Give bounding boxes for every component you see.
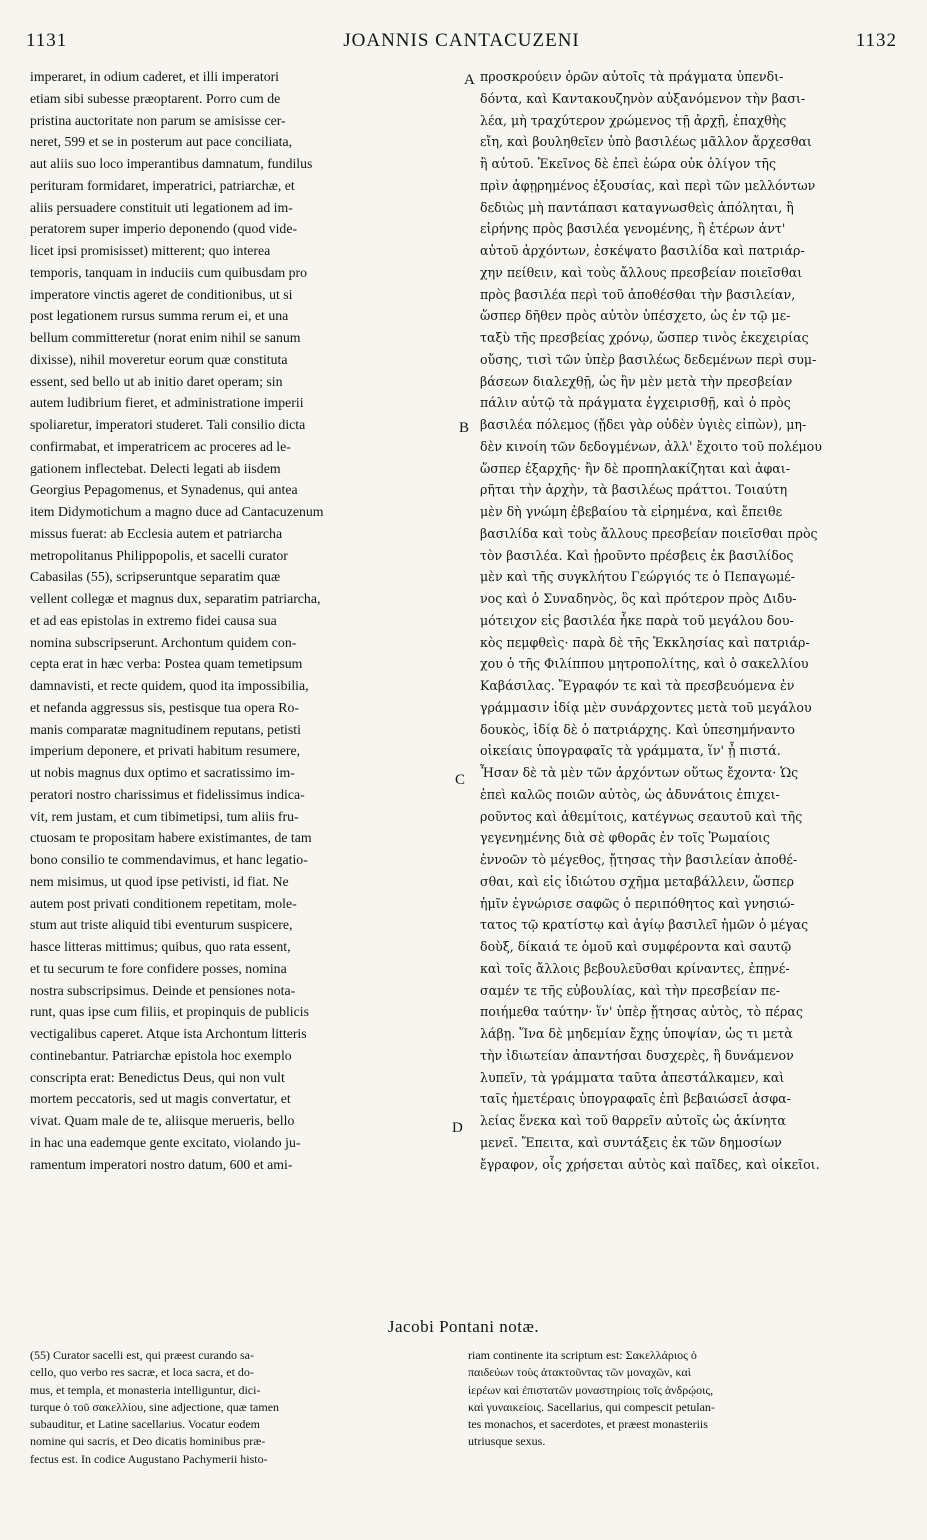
note-line: utriusque sexus. xyxy=(468,1434,546,1449)
greek-text-line: χου ὁ τῆς Φιλίππου μητροπολίτης, καὶ ὁ σακελλίου xyxy=(480,656,809,672)
greek-text-line: χην πείθειν, καὶ τοὺς ἄλλους πρεσβείαν ποιεῖσθαι xyxy=(480,264,803,280)
greek-text-line: ὥσπερ δῆθεν πρὸς αὐτὸν ὑπέσχετο, ὡς ἐν τῷ με- xyxy=(480,308,791,324)
latin-text-line: vivat. Quam male de te, aliisque merueris, bello xyxy=(30,1113,295,1128)
greek-text-line: σαμέν τε τῆς εὐβουλίας, καὶ τὴν πρεσβείαν πε- xyxy=(480,982,780,998)
greek-text-line: γεγενημένης διὰ σὲ φθορᾶς ἐν τοῖς Ῥωμαίοις xyxy=(480,830,770,846)
latin-text-line: stum aut triste aliquid tibi eventurum suspicere, xyxy=(30,917,293,933)
greek-text-line: κὸς πεμφθεὶς· παρὰ δὲ τῆς Ἐκκλησίας καὶ πατριάρ- xyxy=(480,634,810,650)
greek-text-line: βάσεων διαλεχθῇ, ὡς ἢν μὲν μετὰ τὴν πρεσβείαν xyxy=(480,373,793,389)
latin-text-line: post legationem rursus summa rerum ei, et una xyxy=(30,308,289,324)
latin-text-line: bellum committeretur (norat enim nihil se sanum xyxy=(30,330,301,345)
latin-text-line: confirmabat, et imperatricem ac proceres ad le- xyxy=(30,438,291,454)
latin-text-line: imperatore vinctis ageret de conditionibus, ut si xyxy=(30,286,293,302)
latin-text-line: aliis persuadere constituit uti legationem ad im- xyxy=(30,199,293,215)
greek-text-line: Καβάσιλας. Ἔγραφόν τε καὶ τὰ πρεσβευόμενα ἐν xyxy=(480,678,795,693)
note-line: cello, quo verbo res sacræ, et loca sacra, et do- xyxy=(30,1365,254,1380)
latin-text-line: etiam sibi subesse præoptarent. Porro cum de xyxy=(30,90,281,106)
greek-text-line: μενεῖ. Ἔπειτα, καὶ συντάξεις ἐκ τῶν δημοσίων xyxy=(480,1134,782,1150)
note-line: tes monachos, et sacerdotes, et præest monasteriis xyxy=(468,1417,708,1432)
note-line: παιδεύων τοὺς ἀτακτοῦντας τῶν μοναχῶν, καὶ xyxy=(468,1365,691,1380)
latin-text-line: ut nobis magnus dux optimo et sacratissimo im- xyxy=(30,765,295,780)
greek-text-line: μότειχον εἰς βασιλέα ἧκε παρὰ τοῦ μεγάλου δου- xyxy=(480,612,794,628)
latin-text-line: gationem inflectebat. Delecti legati ab iisdem xyxy=(30,460,281,476)
note-line: καὶ γυναικείοις. Sacellarius, qui compescit petulan- xyxy=(468,1399,715,1414)
latin-text-line: spoliaretur, imperatori studeret. Tali consilio dicta xyxy=(30,417,306,432)
note-line: mus, et templa, et monasteria intelliguntur, dici- xyxy=(30,1382,261,1397)
greek-text-line: μὲν δὴ γνώμη ἐβεβαίου τὰ εἰρημένα, καὶ ἔπειθε xyxy=(480,504,783,519)
greek-text-line: ἢ αὐτοῦ. Ἐκεῖνος δὲ ἐπεὶ ἑώρα οὐκ ὀλίγον τῆς xyxy=(480,156,777,171)
note-line: subauditur, et Latine sacellarius. Vocatur eodem xyxy=(30,1417,261,1432)
greek-text-line: ρῆται τὴν ἀρχὴν, τὰ βασιλέως πράττοι. Τοιαύτη xyxy=(480,482,788,498)
greek-text-line: εἰρήνης πρὸς βασιλέα γενομένης, ἢ ἑτέρων ἀντ' xyxy=(480,221,786,237)
greek-text-line: οἰκείαις ὑπογραφαῖς τὰ γράμματα, ἵν' ᾖ πιστά. xyxy=(480,743,781,759)
latin-text-line: bono consilio te commendavimus, et hanc legatio- xyxy=(30,852,308,867)
latin-text-line: perituram formidaret, imperatrici, patriarchæ, et xyxy=(30,177,295,193)
greek-text-line: δὲν κινοίη τῶν δεδογμένων, ἀλλ' ἔχοιτο τοῦ πολέμου xyxy=(480,438,822,454)
greek-text-line: γράμμασιν ἰδίᾳ μὲν συνάρχοντες μετὰ τοῦ μεγάλου xyxy=(480,699,812,715)
latin-text-line: et tu securum te fore confidere posses, nomina xyxy=(30,960,287,976)
latin-text-line: essent, sed bello ut ab initio daret operam; sin xyxy=(30,373,283,389)
margin-marker-c: C xyxy=(455,772,466,788)
latin-text-line: autem ludibrium fieret, et administratione imperii xyxy=(30,395,304,411)
latin-text-line: ramentum imperatori nostro datum, 600 et ami- xyxy=(30,1156,293,1172)
latin-text-line: vit, rem justam, et cum tibimetipsi, tum aliis fru- xyxy=(30,808,299,824)
greek-text-line: νος καὶ ὁ Συναδηνὸς, ὃς καὶ πρότερον πρὸς Διδυ- xyxy=(480,591,797,606)
note-line: riam continente ita scriptum est: Σακελλάριος ὁ xyxy=(468,1348,697,1362)
page-number-right: 1132 xyxy=(855,30,897,51)
latin-text-line: temporis, tanquam in induciis cum quibusdam pro xyxy=(30,264,308,280)
margin-marker-b: B xyxy=(459,420,470,436)
greek-text-line: καὶ τοῖς ἄλλοις βεβουλεῦσθαι κρίναντες, ἐπῃνέ- xyxy=(480,960,790,976)
latin-text-line: vellent collegæ et magnus dux, separatim patriarcha, xyxy=(30,591,321,606)
latin-text-line: et nefanda aggressus sis, pestisque tua opera Ro- xyxy=(30,699,299,715)
greek-text-line: τὴν ἰδιωτείαν ἀπαντήσαι δυσχερὲς, ἢ δυνάμενον xyxy=(480,1047,794,1063)
greek-text-line: εἴη, καὶ βουληθεῖεν ὑπὸ βασιλέως μᾶλλον ἄρχεσθαι xyxy=(480,134,812,150)
greek-column xyxy=(480,66,892,1175)
note-line: turque ὁ τοῦ σακελλίου, sine adjectione, quæ tamen xyxy=(30,1399,280,1414)
latin-text-line: nostra subscripsimus. Deinde et pensiones nota- xyxy=(30,982,296,998)
greek-text-line: λέα, μὴ τραχύτερον χρώμενος τῇ ἀρχῇ, ἐπαχθὴς xyxy=(480,112,787,128)
latin-text-line: peratorem super imperio deponendo (quod vide- xyxy=(30,221,298,237)
greek-text-line: δουκὸς, ἰδίᾳ δὲ ὁ πατριάρχης. Καὶ ὑπεσημήναντο xyxy=(480,721,796,737)
greek-text-line: ποιήμεθα ταύτην· ἵν' ὑπὲρ ᾔτησας αὐτὸς, τὸ πέρας xyxy=(480,1004,803,1020)
greek-text-line: πρὸς βασιλέα περὶ τοῦ ἀποθέσθαι τὴν βασιλείαν, xyxy=(480,286,796,302)
latin-text-line: in hac una eademque gente excitato, violando ju- xyxy=(30,1134,301,1150)
greek-text-line: δεδιὼς μὴ παντάπασι καταγνωσθεὶς ἀπόληται, ἢ xyxy=(480,199,794,215)
greek-text-line: ὥσπερ ἐξαρχῆς· ἢν δὲ προπηλακίζηται καὶ ἀφαι- xyxy=(480,460,790,476)
greek-text-line: βασιλίδα καὶ τοὺς ἄλλους πρεσβείαν ποιεῖσθαι πρὸς xyxy=(480,525,818,541)
margin-marker-a: A xyxy=(464,72,475,88)
latin-text-line: Georgius Pepagomenus, et Synadenus, qui antea xyxy=(30,482,298,498)
latin-text-line: metropolitanus Philippopolis, et sacelli curator xyxy=(30,547,288,563)
latin-text-line: hasce litteras mittimus; quibus, quo rata essent, xyxy=(30,939,291,954)
greek-text-line: ἡμῖν ἐγνώρισε σαφῶς ὁ περιπόθητος καὶ γνησιώ- xyxy=(480,895,795,911)
greek-text-line: ἐννοῶν τὸ μέγεθος, ᾔτησας τὴν βασιλείαν ἀποθέ- xyxy=(480,852,798,867)
latin-text-line: imperium deponere, et privati habitum resumere, xyxy=(30,743,301,759)
latin-text-line: runt, quas ipse cum filiis, et propinquis de publicis xyxy=(30,1004,309,1020)
greek-text-line: λάβῃ. Ἵνα δὲ μηδεμίαν ἔχῃς ὑποψίαν, ὡς τι μετὰ xyxy=(480,1026,793,1041)
latin-text-line: pristina auctoritate non parum se amisisse cer- xyxy=(30,112,286,128)
greek-text-line: δόντα, καὶ Καντακουζηνὸν αὐξανόμενον τὴν βασι- xyxy=(480,90,806,106)
latin-text-line: nomina subscripserunt. Archontum quidem con- xyxy=(30,634,297,650)
latin-text-line: ctuosam te propositam habere existimantes, de tam xyxy=(30,830,312,846)
latin-text-line: vectigalibus caperet. Atque ista Archontum litteris xyxy=(30,1026,307,1041)
latin-text-line: et ad eas epistolas in extremo fidei causa sua xyxy=(30,612,277,628)
latin-text-line: conscripta erat: Benedictus Deus, qui non vult xyxy=(30,1069,285,1085)
latin-text-line: peratori nostro charissimus et fidelissimus indica- xyxy=(30,786,305,802)
greek-text-line: μὲν καὶ τῆς συγκλήτου Γεώργιός τε ὁ Πεπαγωμέ- xyxy=(480,569,796,585)
greek-text-line: προσκρούειν ὁρῶν αὐτοῖς τὰ πράγματα ὑπενδι- xyxy=(480,69,784,84)
greek-text-line: αὐτοῦ ἀρχόντων, ἐσκέψατο βασιλίδα καὶ πατριάρ- xyxy=(480,243,805,258)
greek-text-line: τὸν βασιλέα. Καὶ ᾑροῦντο πρέσβεις ἐκ βασιλίδος xyxy=(480,547,794,563)
greek-text-line: πρὶν ἀφῃρημένος ἐξουσίας, καὶ περὶ τῶν μελλόντων xyxy=(480,177,816,193)
running-title: JOANNIS CANTACUZENI xyxy=(343,30,580,51)
latin-text-line: damnavisti, et recte quidem, quod ita impossibilia, xyxy=(30,678,309,693)
latin-text-line: manis comparatæ magnitudinem reputans, petisti xyxy=(30,721,301,737)
latin-text-line: nem misimus, ut quod ipse petivisti, id fiat. Ne xyxy=(30,873,289,889)
latin-text-line: neret, 599 et se in posterum aut pace conciliata, xyxy=(30,134,293,150)
latin-text-line: cepta erat in hæc verba: Postea quam temetipsum xyxy=(30,656,303,672)
greek-text-line: δοὺξ, δίκαιά τε ὁμοῦ καὶ συμφέροντα καὶ σαυτῷ xyxy=(480,939,792,954)
latin-text-line: mortem peccatoris, sed ut magis convertatur, et xyxy=(30,1091,291,1107)
greek-text-line: πάλιν αὐτῷ τὰ πράγματα ἐγχειρισθῇ, καὶ ὁ πρὸς xyxy=(480,395,791,411)
greek-text-line: οὔσης, τισὶ τῶν ὑπὲρ βασιλέως δεδεμένων περὶ συμ- xyxy=(480,351,817,367)
latin-text-line: item Didymotichum a magno duce ad Cantacuzenum xyxy=(30,504,324,519)
page-number-left: 1131 xyxy=(26,30,68,51)
greek-text-line: ταῖς ἡμετέραις ὑπογραφαῖς ἐπὶ βεβαιώσεῖ ἀσφα- xyxy=(480,1091,791,1107)
note-line: ἱερέων καὶ ἐπιστατῶν μοναστηρίοις τοῖς ἀνδρῴοις, xyxy=(468,1382,714,1397)
greek-text-line: λείας ἕνεκα καὶ τοῦ θαρρεῖν αὐτοῖς ὡς ἀκίνητα xyxy=(480,1113,786,1128)
notes-left-column xyxy=(30,1347,448,1468)
latin-text-line: aut aliis suo loco imperantibus damnatum, fundilus xyxy=(30,156,313,171)
greek-text-line: ταξὺ τῆς πρεσβείας χρόνῳ, ὥσπερ τινὸς ἐκεχειρίας xyxy=(480,330,809,345)
latin-text-line: imperaret, in odium caderet, et illi imperatori xyxy=(30,69,280,84)
margin-marker-d: D xyxy=(452,1120,463,1136)
latin-text-line: licet ipsi promisisset) mitterent; quo interea xyxy=(30,243,271,258)
greek-text-line: σθαι, καὶ εἰς ἰδιώτου σχῆμα μεταβάλλειν, ὥσπερ xyxy=(480,873,794,889)
greek-text-line: ροῦντος καὶ ἀθεμίτοις, κατέγνως σεαυτοῦ καὶ τῆς xyxy=(480,808,803,824)
greek-text-line: λυπεῖν, τὰ γράμματα ταῦτα ἀπεστάλκαμεν, καὶ xyxy=(480,1069,785,1085)
latin-text-line: autem post privati conditionem repetitam, mole- xyxy=(30,895,297,911)
running-header xyxy=(26,30,897,60)
latin-text-line: continebantur. Patriarchæ epistola hoc exemplo xyxy=(30,1047,292,1063)
note-line: fectus est. In codice Augustano Pachymerii histo- xyxy=(30,1451,268,1466)
notes-right-column xyxy=(468,1347,896,1451)
greek-text-line: ἔγραφον, οἷς χρήσεται αὐτὸς καὶ παῖδες, καὶ οἰκεῖοι. xyxy=(480,1156,820,1172)
greek-text-line: ἐπεὶ καλῶς ποιῶν αὐτὸς, ὡς ἀδυνάτοις ἐπιχει- xyxy=(480,786,780,802)
note-line: (55) Curator sacelli est, qui præest curando sa- xyxy=(30,1348,254,1362)
latin-text-line: Cabasilas (55), scripseruntque separatim quæ xyxy=(30,569,281,585)
latin-text-line: missus fuerat: ab Ecclesia autem et patriarcha xyxy=(30,525,283,541)
greek-text-line: Ἦσαν δὲ τὰ μὲν τῶν ἀρχόντων οὕτως ἔχοντα· Ὡς xyxy=(480,765,799,780)
latin-text-line: dixisse), nihil moveretur eorum quæ constituta xyxy=(30,351,288,367)
greek-text-line: βασιλέα πόλεμος (ᾔδει γὰρ οὐδὲν ὑγιὲς εἰπὼν), μη- xyxy=(480,417,807,432)
notes-heading: Jacobi Pontani notæ. xyxy=(387,1317,540,1336)
latin-column xyxy=(30,66,458,1175)
greek-text-line: τατος τῷ κρατίστῳ καὶ ἁγίῳ βασιλεῖ ἡμῶν ὁ μέγας xyxy=(480,917,809,933)
note-line: nomine qui sacris, et Deo dicatis hominibus præ- xyxy=(30,1434,266,1449)
